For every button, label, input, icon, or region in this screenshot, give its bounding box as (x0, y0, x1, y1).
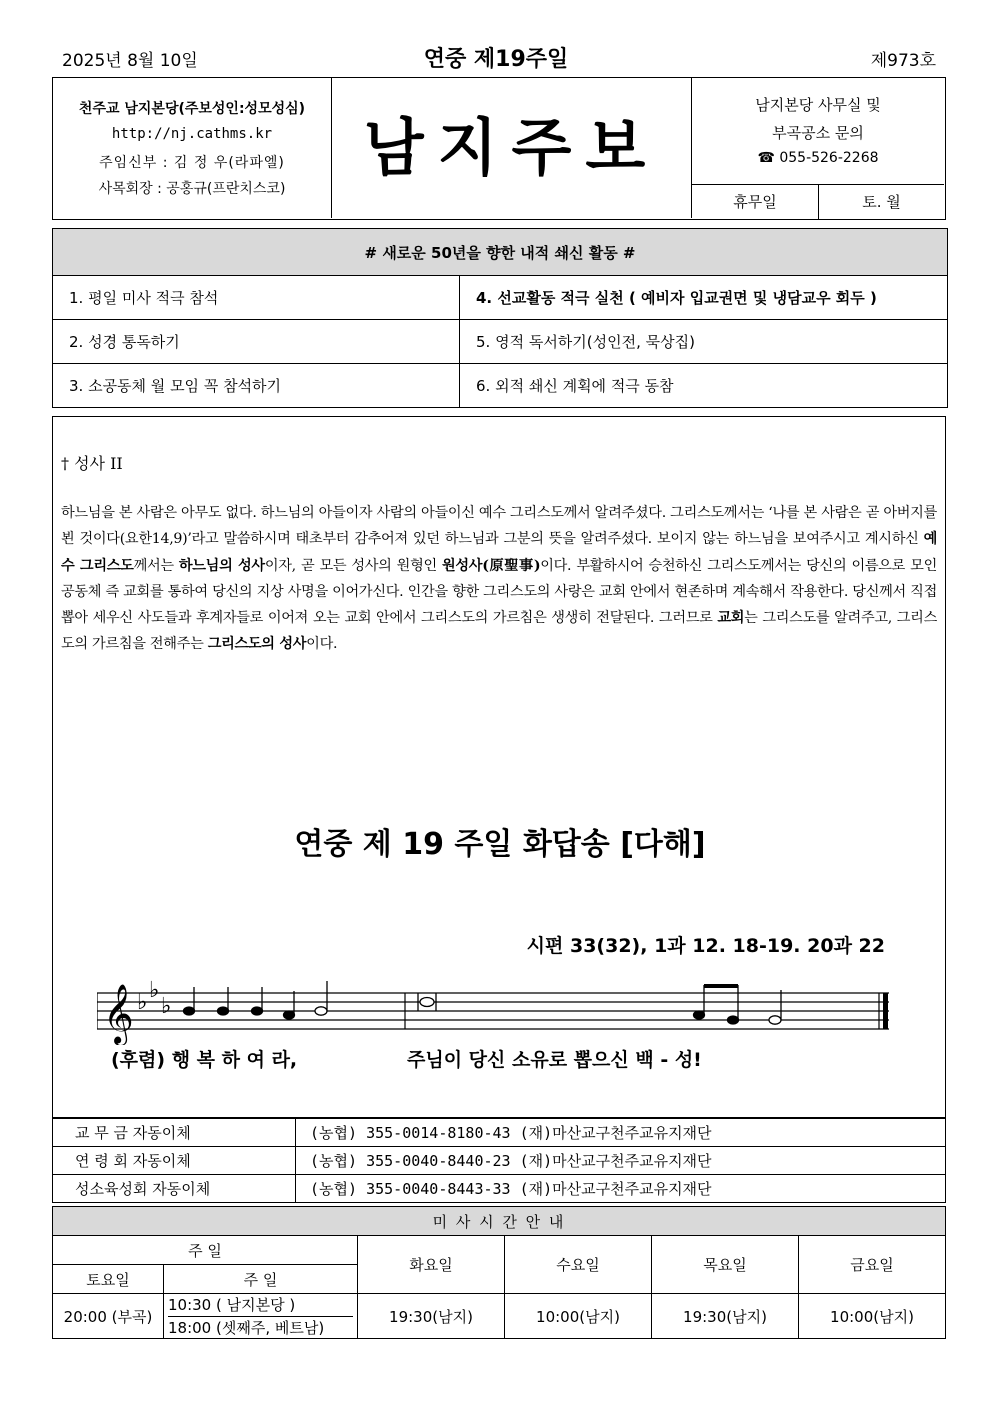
activity-item: 2. 성경 통독하기 (53, 320, 460, 364)
article-title: † 성사 II (61, 454, 123, 473)
wednesday-header: 수요일 (505, 1236, 652, 1294)
office-line2: 부곡공소 문의 (772, 124, 864, 142)
parish-name: 천주교 남지본당(주보성인:성모성심) (78, 101, 306, 117)
psalm-title: 연중 제 19 주일 화답송 [다해] (294, 827, 706, 862)
article-text: 이다. 부활하시어 승천하신 그리스도께서는 당신의 이름으로 모인 공동체 즉 교회를 통하여 당신의 지상 사명을 이어가신다. 인간을 향한 그리스도의 사랑은 교회 안에서 현존하며 계속해서 작용한다. 당신께서 직접 뽑아 세우신 사도들과 후계자들로 이어져 오는 교회 안에서 그리스도의 가르침은 생생히 전달된다. 그러므로 (61, 557, 937, 627)
sunday-times (164, 1294, 358, 1339)
bank-account: (농협) 355-0014-8180-43 (재)마산교구천주교유지재단 (296, 1119, 946, 1147)
flat-icon: ♭ (161, 994, 172, 1019)
tuesday-time: 19:30(남지) (358, 1294, 505, 1339)
activity-item: 4. 선교활동 적극 실천 ( 예비자 입교권면 및 냉담교우 회두 ) (460, 276, 948, 320)
article-bold: 그리스도의 성사 (207, 636, 307, 653)
article-text: 이자, 곧 모든 성사의 원형인 (264, 557, 442, 574)
tuesday-header: 화요일 (358, 1236, 505, 1294)
music-staff (97, 975, 897, 1045)
friday-time: 10:00(남지) (799, 1294, 946, 1339)
thursday-header: 목요일 (652, 1236, 799, 1294)
saturday-header: 토요일 (53, 1265, 164, 1294)
issue-number: 제973호 (870, 51, 936, 71)
sunday-header: 주 일 (164, 1265, 358, 1294)
article-text: 는 그리스도를 알려주고, 그리스도의 가르침을 전해주는 (61, 610, 937, 653)
masthead: 남지주보 (332, 78, 692, 218)
activity-item: 3. 소공동체 월 모임 꼭 참석하기 (53, 364, 460, 408)
closed-days-row (692, 184, 944, 219)
sunday-time-1: 10:30 ( 남지본당 ) (168, 1294, 353, 1317)
parish-url[interactable]: http://nj.cathms.kr (111, 126, 273, 142)
activity-item: 1. 평일 미사 적극 참석 (53, 276, 460, 320)
wednesday-time: 10:00(남지) (505, 1294, 652, 1339)
pastor: 주임신부 : 김 정 우(라파엘) (99, 155, 285, 171)
bank-account: (농협) 355-0040-8443-33 (재)마산교구천주교유지재단 (296, 1175, 946, 1203)
bank-label: 성소육성회 자동이체 (53, 1175, 296, 1203)
article-text: 께서는 (133, 557, 179, 574)
article-text: 이다. (306, 636, 338, 653)
council-president: 사목회장 : 공홍규(프란치스코) (98, 181, 286, 197)
article-bold: 하느님의 성사 (178, 557, 265, 574)
friday-header: 금요일 (799, 1236, 946, 1294)
office-line1: 남지본당 사무실 및 (755, 96, 881, 114)
flat-icon: ♭ (137, 990, 148, 1015)
activity-item: 5. 영적 독서하기(성인전, 묵상집) (460, 320, 948, 364)
mass-schedule-table (52, 1206, 946, 1339)
bank-label: 교 무 금 자동이체 (53, 1119, 296, 1147)
article-bold: 예수 그리스도 (61, 531, 937, 574)
flat-icon: ♭ (149, 978, 160, 1003)
activity-item: 6. 외적 쇄신 계획에 적극 동참 (460, 364, 948, 408)
thursday-time: 19:30(남지) (652, 1294, 799, 1339)
article-body (61, 500, 937, 658)
treble-clef-icon: 𝄞 (103, 984, 134, 1044)
bank-account: (농협) 355-0040-8440-23 (재)마산교구천주교유지재단 (296, 1147, 946, 1175)
sunday-time-2: 18:00 (셋째주, 베트남) (168, 1319, 325, 1337)
office-info (692, 78, 944, 218)
article-bold: 원성사(原聖事) (442, 557, 541, 574)
lyric-refrain: (후렴) 행 복 하 여 라, (111, 1049, 298, 1071)
mass-heading: 미 사 시 간 안 내 (53, 1207, 946, 1236)
issue-date: 2025년 8월 10일 (62, 51, 198, 71)
bank-table (52, 1118, 946, 1203)
office-phone: ☎ 055-526-2268 (757, 150, 879, 166)
activities-heading: # 새로운 50년을 향한 내적 쇄신 활동 # (53, 229, 948, 276)
saturday-time: 20:00 (부곡) (53, 1294, 164, 1339)
header-box (52, 77, 946, 220)
article-bold: 교회 (717, 610, 745, 627)
psalm-reference: 시편 33(32), 1과 12. 18-19. 20과 22 (526, 935, 885, 957)
sunday-group-header: 주 일 (53, 1236, 358, 1265)
week-title: 연중 제19주일 (423, 47, 569, 72)
lyric-line: 주님이 당신 소유로 뽑으신 백 - 성! (407, 1049, 702, 1071)
closed-days: 토. 월 (862, 193, 901, 211)
closed-label: 휴무일 (692, 185, 819, 219)
parish-info (53, 78, 332, 218)
bank-label: 연 령 회 자동이체 (53, 1147, 296, 1175)
activities-table (52, 228, 948, 408)
article-box (52, 416, 946, 1118)
article-text: 하느님을 본 사람은 아무도 없다. 하느님의 아들이자 사람의 아들이신 예수 그리스도께서 알려주셨다. 그리스도께서는 ‘나를 본 사람은 곧 아버지를 뵌 것이다(요한14,9)’라고 말씀하시며 태초부터 감추어져 있던 하느님과 그분의 뜻을 알려주셨다. 보이지 않는 하느님을 보여주시고 계시하신 (61, 505, 937, 548)
